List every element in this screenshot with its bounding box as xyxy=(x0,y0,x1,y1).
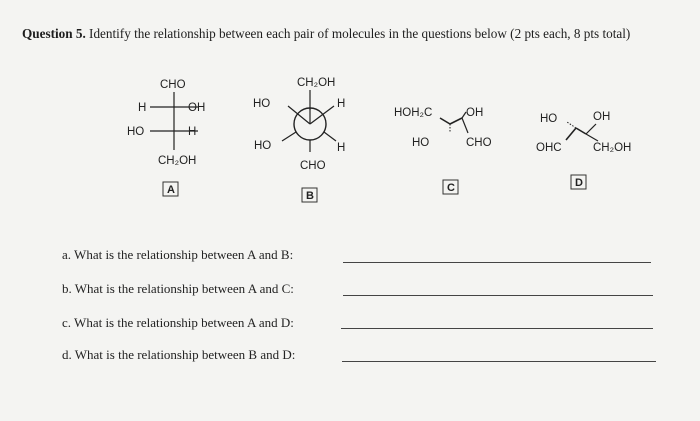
mol-b-front-right: H xyxy=(337,98,346,110)
sub-question-c-letter: c. xyxy=(62,315,72,330)
label-b: B xyxy=(306,190,314,202)
question-number: Question 5. xyxy=(22,26,86,41)
mol-d-right-top: OH xyxy=(593,111,611,123)
molecule-b xyxy=(253,77,345,202)
molecule-a xyxy=(127,79,205,196)
mol-a-bottom: CH₂OH xyxy=(158,155,197,167)
mol-c-left-top: HOH₂C xyxy=(394,107,433,119)
answer-blank-b[interactable] xyxy=(343,295,653,296)
sub-question-b-letter: b. xyxy=(62,281,72,296)
mol-a-row1-left: H xyxy=(138,102,147,114)
label-d: D xyxy=(575,177,583,189)
mol-d-left-top: HO xyxy=(540,113,558,125)
sub-question-a-text: What is the relationship between A and B: xyxy=(74,247,294,262)
question-text: Identify the relationship between each pair of molecules in the questions below (2 pts each, 8 pts total) xyxy=(89,26,631,41)
answer-blank-d[interactable] xyxy=(342,361,656,362)
molecule-c xyxy=(394,107,492,194)
sub-question-b-text: What is the relationship between A and C: xyxy=(74,281,294,296)
mol-d-left-bottom: OHC xyxy=(536,142,562,154)
sub-question-d xyxy=(62,347,295,363)
sub-question-a-letter: a. xyxy=(62,247,72,262)
answer-blank-c[interactable] xyxy=(341,328,653,329)
mol-b-bottom: CHO xyxy=(300,160,326,172)
molecule-d xyxy=(536,111,631,189)
mol-c-right-bottom: CHO xyxy=(466,137,492,149)
mol-b-back-left: HO xyxy=(254,140,272,152)
sub-question-d-letter: d. xyxy=(62,347,72,362)
sub-question-a xyxy=(62,247,293,263)
mol-b-top: CH₂OH xyxy=(297,77,336,89)
mol-a-row2-left: HO xyxy=(127,126,145,138)
label-a: A xyxy=(167,184,175,196)
mol-a-row1-right: OH xyxy=(188,102,206,114)
label-c: C xyxy=(447,182,455,194)
mol-a-top: CHO xyxy=(160,79,186,91)
sub-question-c xyxy=(62,315,294,331)
sub-question-c-text: What is the relationship between A and D: xyxy=(74,315,294,330)
mol-d-right-bottom: CH₂OH xyxy=(593,142,632,154)
mol-b-front-left: HO xyxy=(253,98,271,110)
mol-c-right-top: OH xyxy=(466,107,484,119)
sub-question-b xyxy=(62,281,294,297)
mol-c-left-bottom: HO xyxy=(412,137,430,149)
mol-a-row2-right: H xyxy=(188,126,197,138)
answer-blank-a[interactable] xyxy=(343,262,651,263)
mol-b-back-right: H xyxy=(337,142,346,154)
sub-question-d-text: What is the relationship between B and D: xyxy=(74,347,296,362)
